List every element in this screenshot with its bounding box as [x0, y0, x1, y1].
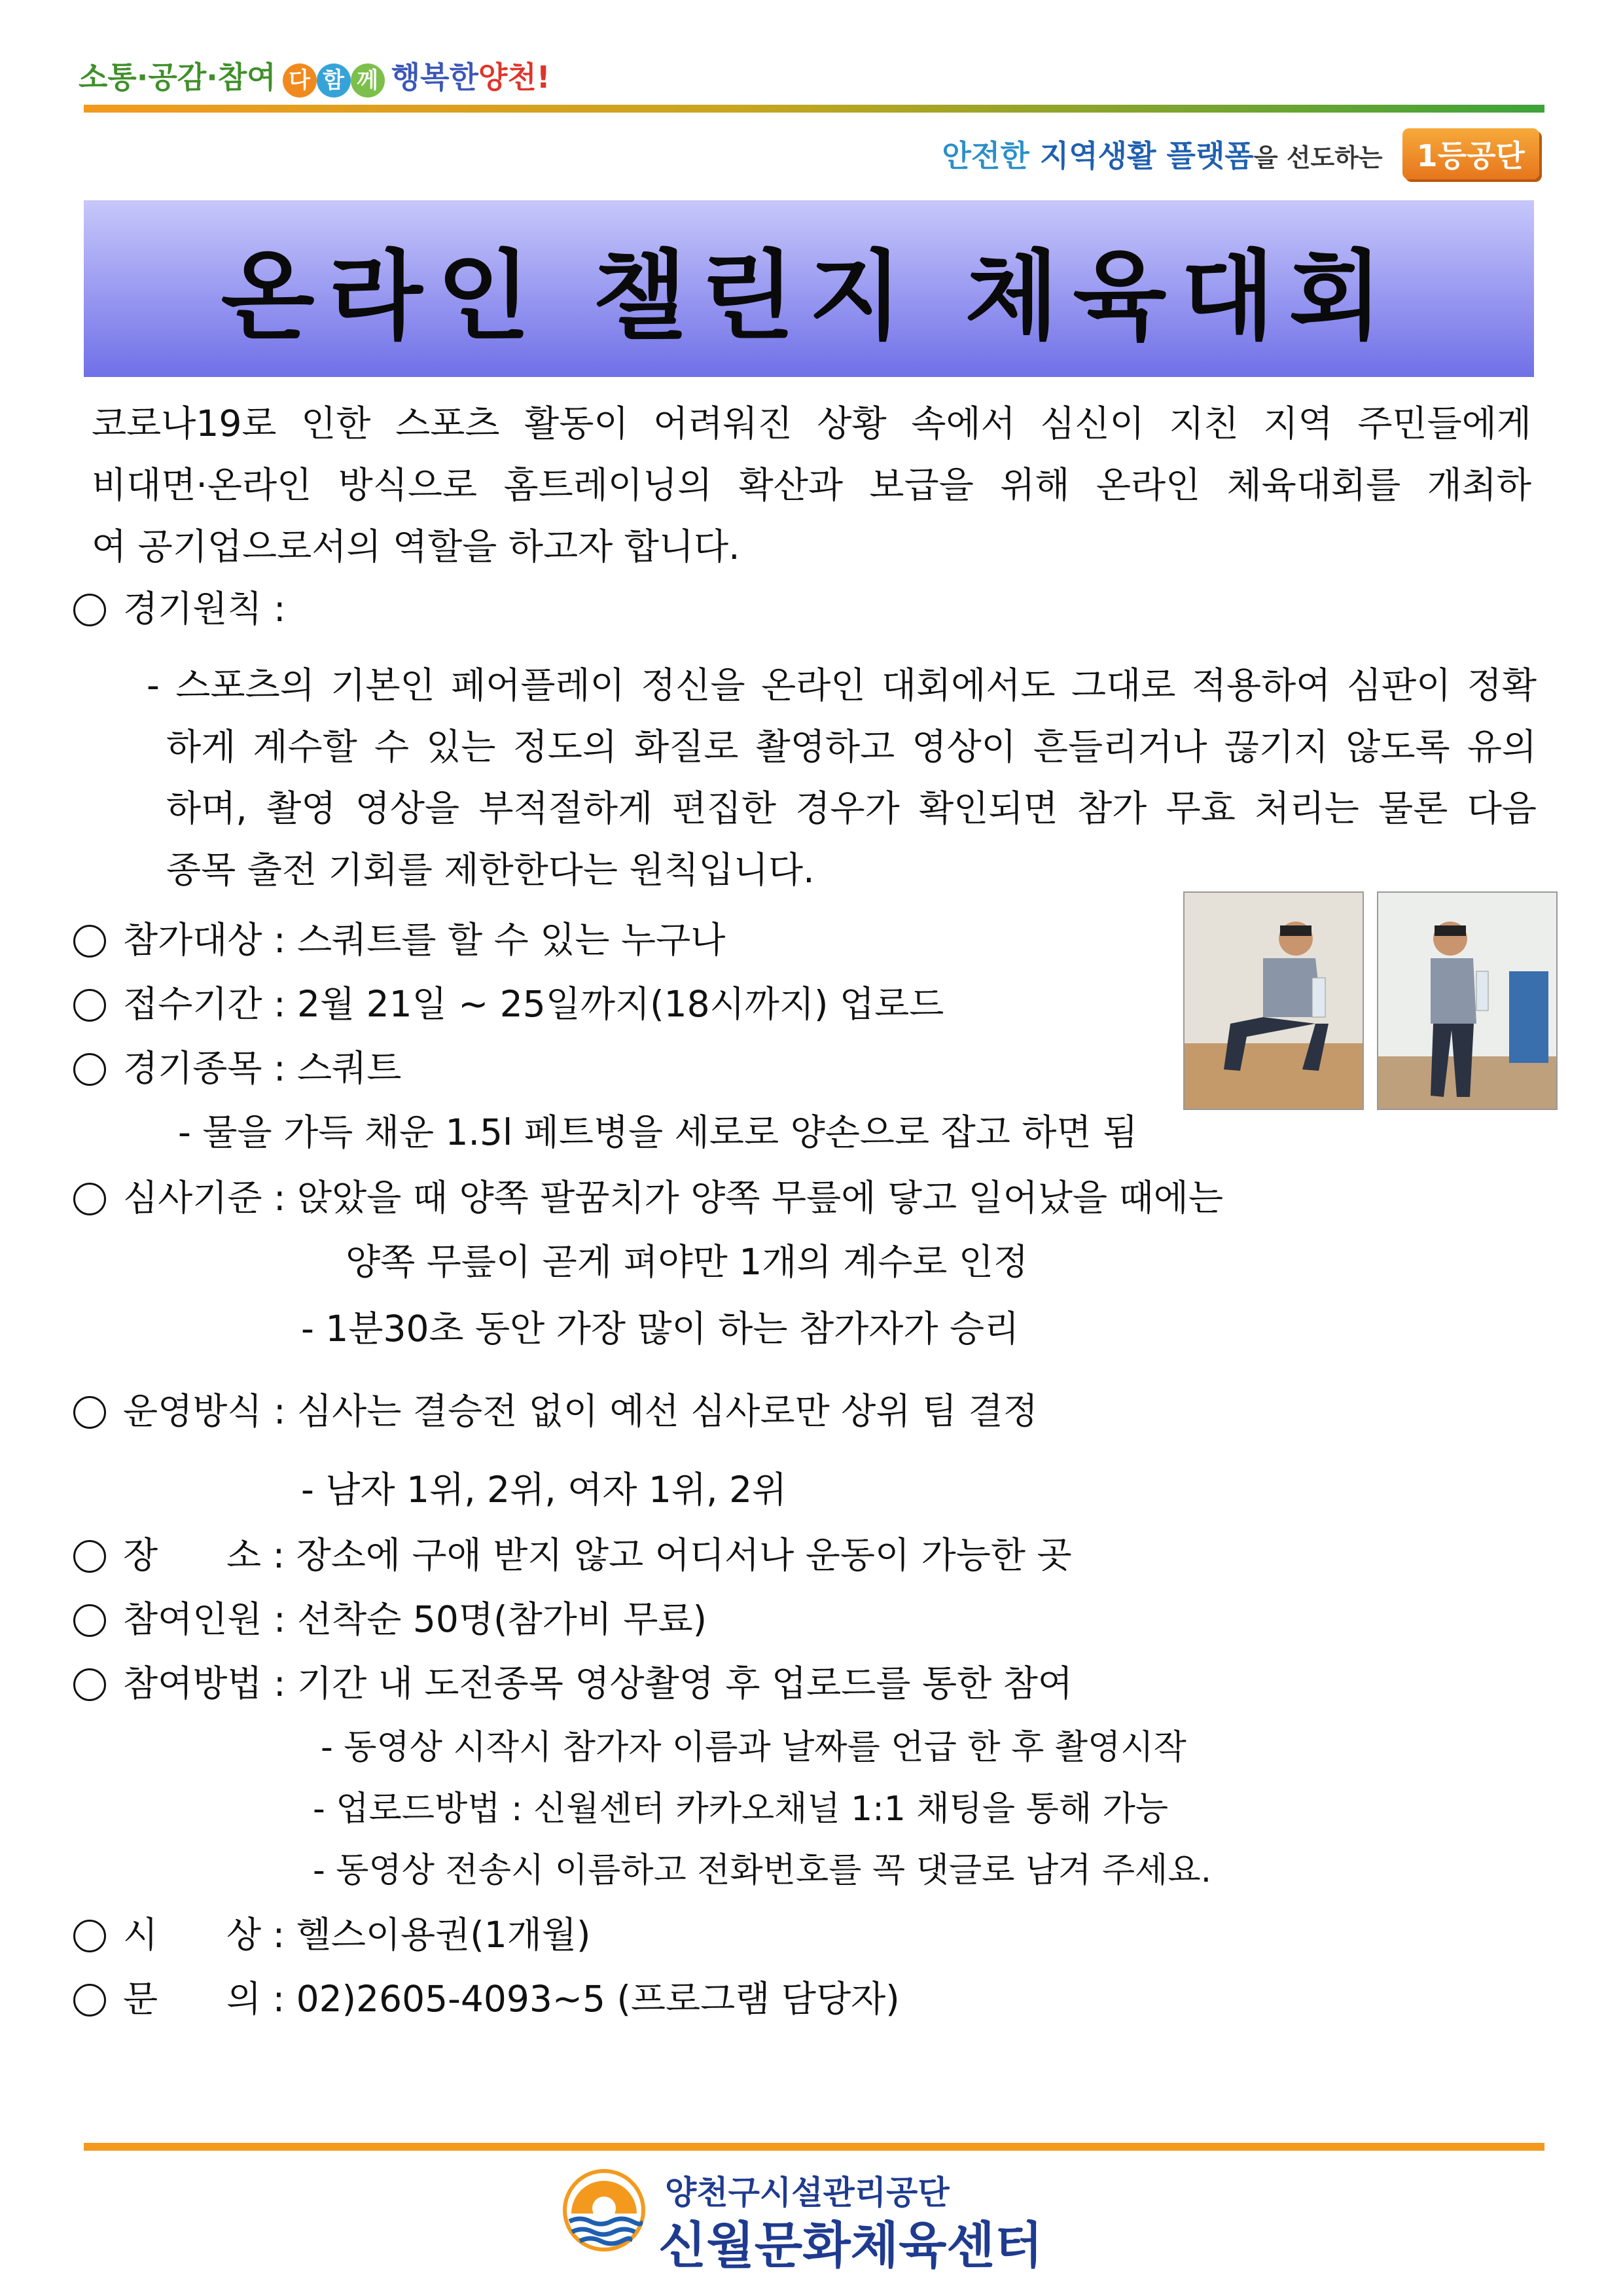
tagline-t2: 지역생활 플랫폼: [1039, 138, 1254, 173]
squat-photo-1: [1183, 891, 1364, 1110]
method-sub-text-2: - 업로드방법 : 신월센터 카카오채널 1:1 채팅을 통해 가능: [313, 1789, 1169, 1829]
bullet-circle-icon: [73, 989, 106, 1022]
page-title: 온라인 챌린지 체육대회: [221, 240, 1397, 353]
section-method: [73, 1657, 1073, 1710]
section-period: [73, 978, 944, 1030]
intro-line: 코로나19로 인한 스포츠 활동이 어려워진 상황 속에서 심신이 지친 지역 주민들에게: [92, 403, 1531, 444]
event-sub-text: - 물을 가득 채운 1.5l 페트병을 세로로 양손으로 잡고 하면 됨: [178, 1111, 1138, 1153]
method-text: 참여방법 : 기간 내 도전종목 영상촬영 후 업로드를 통한 참여: [123, 1662, 1073, 1704]
rule-heading: 경기원칙 :: [123, 588, 286, 630]
prize-label: 시 상 :: [123, 1914, 285, 1956]
title-banner: [84, 200, 1534, 377]
place-text: 장소에 구애 받지 않고 어디서나 운동이 가능한 곳: [296, 1534, 1072, 1576]
intro-paragraph: [92, 393, 1531, 577]
sunrise-logo-icon: [562, 2168, 647, 2253]
slogan-part3: 양천!: [478, 60, 550, 95]
slogan: [79, 54, 550, 98]
rule-line: 종목 출전 기회를 제한한다는 원칙입니다.: [166, 849, 815, 891]
section-place: [73, 1529, 1072, 1581]
target-text: 참가대상 : 스쿼트를 할 수 있는 누구나: [123, 919, 726, 961]
section-event: [73, 1042, 401, 1094]
footer-divider: [84, 2143, 1544, 2151]
bullet-circle-icon: [73, 594, 106, 626]
period-text: 접수기간 : 2월 21일 ~ 25일까지(18시까지) 업로드: [123, 983, 944, 1025]
section-target: [73, 914, 725, 966]
method-sub-text-3: - 동영상 전송시 이름하고 전화번호를 꼭 댓글로 남겨 주세요.: [313, 1851, 1212, 1890]
place-label: 장 소 :: [123, 1534, 285, 1576]
bullet-circle-icon: [73, 925, 106, 958]
bullet-circle-icon: [73, 1540, 106, 1573]
slogan-ham: 함: [317, 63, 351, 98]
section-operation: [73, 1385, 1038, 1437]
bullet-circle-icon: [73, 1053, 106, 1086]
judge-text-2: 양쪽 무릎이 곧게 펴야만 1개의 계수로 인정: [346, 1241, 1029, 1283]
tagline-t1: 안전한: [942, 138, 1029, 173]
section-contact: [73, 1973, 900, 2025]
contact-label: 문 의 :: [123, 1978, 285, 2020]
bullet-circle-icon: [73, 1604, 106, 1637]
section-judge: [73, 1172, 1223, 1224]
tagline-badge: 1등공단: [1402, 128, 1539, 179]
operation-text: 운영방식 : 심사는 결승전 없이 예선 심사로만 상위 팀 결정: [123, 1390, 1038, 1432]
intro-line: 여 공기업으로서의 역할을 하고자 합니다.: [92, 526, 740, 567]
rule-line: - 스포츠의 기본인 페어플레이 정신을 온라인 대회에서도 그대로 적용하여 심판이 정확: [147, 664, 1537, 706]
bullet-circle-icon: [73, 1920, 106, 1952]
intro-line: 비대면·온라인 방식으로 홈트레이닝의 확산과 보급을 위해 온라인 체육대회를 개최하: [92, 464, 1531, 506]
slogan-part1: 소통·공감·참여: [79, 60, 276, 95]
prize-text: 헬스이용권(1개월): [296, 1914, 591, 1956]
section-people: [73, 1593, 707, 1645]
rule-paragraph: [147, 655, 1537, 901]
bullet-circle-icon: [73, 1396, 106, 1429]
section-prize: [73, 1909, 590, 1961]
contact-text: 02)2605-4093~5 (프로그램 담당자): [296, 1978, 900, 2020]
judge-sub-text: - 1분30초 동안 가장 많이 하는 참가자가 승리: [301, 1308, 1020, 1350]
footer-org-name: 양천구시설관리공단: [665, 2174, 950, 2212]
bullet-circle-icon: [73, 1984, 106, 2017]
section-rule: [73, 583, 286, 635]
operation-sub-text: - 남자 1위, 2위, 여자 1위, 2위: [301, 1469, 787, 1511]
tagline: [942, 128, 1539, 179]
slogan-da: 다: [283, 63, 317, 98]
tagline-t3: 을 선도하는: [1253, 143, 1383, 172]
event-text: 경기종목 : 스쿼트: [123, 1047, 402, 1089]
rule-line: 하며, 촬영 영상을 부적절하게 편집한 경우가 확인되면 참가 무효 처리는 물론 다음: [166, 787, 1537, 829]
judge-text: 심사기준 : 앉았을 때 양쪽 팔꿈치가 양쪽 무릎에 닿고 일어났을 때에는: [123, 1177, 1224, 1219]
footer-center-name: 신월문화체육센터: [658, 2216, 1043, 2274]
rule-line: 하게 계수할 수 있는 정도의 화질로 촬영하고 영상이 흔들리거나 끊기지 않도록 유의: [166, 726, 1537, 768]
bullet-circle-icon: [73, 1183, 106, 1215]
people-text: 참여인원 : 선착순 50명(참가비 무료): [123, 1598, 707, 1640]
header-divider: [84, 105, 1544, 113]
slogan-kke: 께: [351, 63, 385, 98]
squat-photo-2: [1377, 891, 1558, 1110]
method-sub-text-1: - 동영상 시작시 참가자 이름과 날짜를 언급 한 후 촬영시작: [321, 1728, 1186, 1767]
slogan-part2: 행복한: [391, 60, 478, 95]
bullet-circle-icon: [73, 1668, 106, 1701]
